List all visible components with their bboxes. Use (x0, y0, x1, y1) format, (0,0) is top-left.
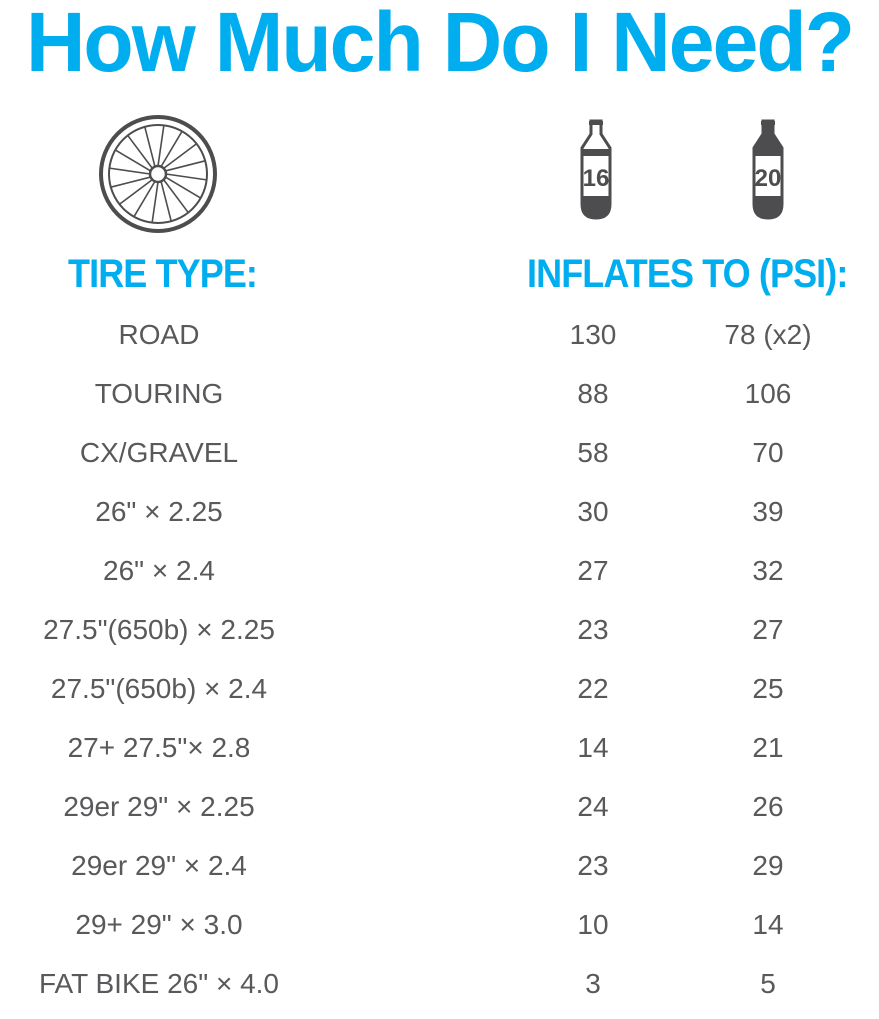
psi-20g-cell: 39 (752, 496, 784, 527)
table-row (0, 842, 879, 901)
psi-20g-cell: 27 (752, 614, 784, 645)
inflation-table (0, 311, 879, 1019)
psi-20g-cell: 70 (752, 437, 784, 468)
page-title: How Much Do I Need? (25, 0, 854, 89)
tire-type-cell: 26" × 2.4 (103, 555, 215, 586)
table-row (0, 311, 879, 370)
psi-16g-cell: 23 (577, 850, 609, 881)
psi-16g-cell: 22 (577, 673, 609, 704)
tire-type-cell: 27.5"(650b) × 2.4 (50, 673, 268, 704)
psi-20g-cell: 25 (752, 673, 784, 704)
canister-16-label: 16 (582, 165, 610, 192)
psi-20g-cell: 21 (752, 732, 784, 763)
table-row (0, 606, 879, 665)
table-row (0, 724, 879, 783)
table-row (0, 665, 879, 724)
tire-type-cell: FAT BIKE 26" × 4.0 (38, 968, 280, 999)
psi-16g-cell: 3 (585, 968, 601, 999)
table-row (0, 370, 879, 429)
table-row (0, 901, 879, 960)
tire-type-cell: 29+ 29" × 3.0 (75, 909, 243, 940)
psi-16g-cell: 58 (577, 437, 609, 468)
wheel-icon (98, 114, 218, 234)
psi-16g-cell: 14 (577, 732, 609, 763)
co2-canister-16-icon (576, 118, 616, 222)
table-row (0, 488, 879, 547)
table-row (0, 960, 879, 1019)
tire-type-cell: CX/GRAVEL (79, 437, 239, 468)
psi-16g-cell: 10 (577, 909, 609, 940)
tire-type-header: TIRE TYPE: (68, 252, 258, 296)
tire-type-cell: TOURING (94, 378, 224, 409)
canister-20-label: 20 (754, 165, 782, 192)
inflates-to-header: INFLATES TO (PSI): (527, 252, 848, 296)
psi-16g-cell: 24 (577, 791, 609, 822)
psi-16g-cell: 88 (577, 378, 609, 409)
psi-16g-cell: 27 (577, 555, 609, 586)
tire-type-cell: ROAD (118, 319, 200, 350)
psi-16g-cell: 23 (577, 614, 609, 645)
psi-20g-cell: 29 (752, 850, 784, 881)
tire-type-cell: 26" × 2.25 (95, 496, 223, 527)
tire-type-cell: 27+ 27.5"× 2.8 (67, 732, 251, 763)
table-row (0, 783, 879, 842)
tire-type-cell: 29er 29" × 2.25 (63, 791, 255, 822)
psi-16g-cell: 30 (577, 496, 609, 527)
table-row (0, 429, 879, 488)
psi-20g-cell: 5 (760, 968, 776, 999)
psi-16g-cell: 130 (569, 319, 617, 350)
psi-20g-cell: 14 (752, 909, 784, 940)
co2-canister-20-icon (748, 118, 788, 222)
psi-20g-cell: 26 (752, 791, 784, 822)
tire-type-cell: 29er 29" × 2.4 (71, 850, 247, 881)
psi-20g-cell: 106 (744, 378, 792, 409)
table-row (0, 547, 879, 606)
psi-20g-cell: 32 (752, 555, 784, 586)
psi-20g-cell: 78 (x2) (724, 319, 812, 350)
tire-type-cell: 27.5"(650b) × 2.25 (43, 614, 275, 645)
